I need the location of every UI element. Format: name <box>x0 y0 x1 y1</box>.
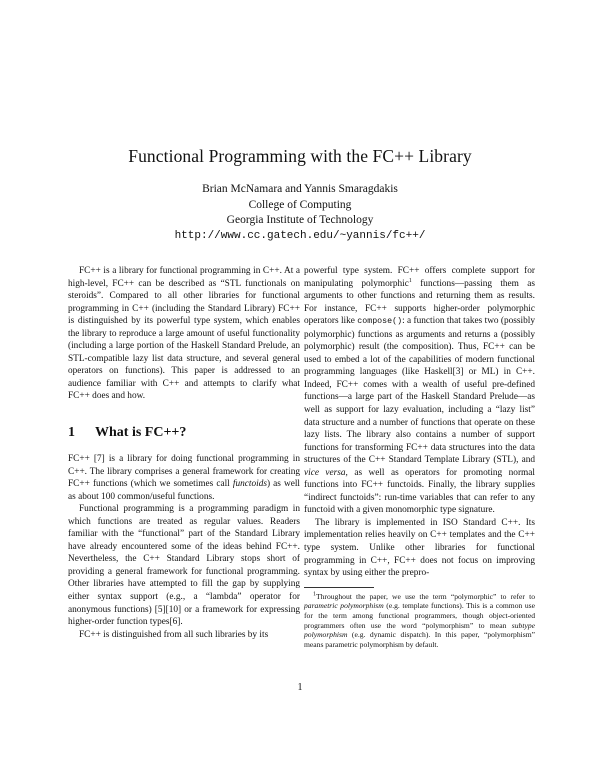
body-paragraph: powerful type system. FC++ offers complete support for manipulating polymorphic$^1$ functions—passing them as arguments to other functions and returning them as results. For instance, FC++ supports higher-order polymorphic operators like compose(): a function that takes two (possibly polymorphic) functions as arguments and returns a (possibly polymorphic) result (the composition). Thus, FC++ can be used to embed a lot of the capabilities of modern functional programming languages (like Haskell[3] or ML) in C++. Indeed, FC++ comes with a wealth of useful pre-defined functions—a large part of the Haskell Standard Prelude—as well as support for lazy evaluation, including a “lazy list” data structure and a number of functions that operate on these lazy lists. The library also contains a number of support functions for transforming FC++ data structures into the data structures of the C++ Standard Template Library (STL), and vice versa, as well as operators for promoting normal functions into FC++ functoids. Finally, the library supplies “indirect functoids”: run-time variables that can refer to any functoid with a given monomorphic type signature. <box>304 266 536 516</box>
author-block <box>0 182 600 244</box>
body-paragraph: Functional programming is a programming paradigm in which functions are treated as regular values. Readers familiar with the “functional” part of the Standard Library have already encountered some of the ideas behind FC++. Nevertheless, the C++ Standard Library stops short of providing a general framework for functional programming. Other libraries have attempted to fill the gap by supplying either syntax support (e.g., a “lambda” operator for anonymous functions) [5][10] or a framework for expressing higher-order function types[6]. <box>68 504 300 628</box>
footnote-divider <box>304 587 374 588</box>
emphasis-term: functoids <box>232 479 267 490</box>
emphasis-term: parametric polymorphism <box>304 601 384 611</box>
author-institution: Georgia Institute of Technology <box>226 214 374 226</box>
right-column <box>304 265 535 650</box>
paper-title: Functional Programming with the FC++ Library <box>128 146 472 166</box>
emphasis-term: subtype polymorphism <box>304 620 535 640</box>
footnote: $^1$Throughout the paper, we use the term “polymorphic” to refer to parametric polymorphism (e.g. template functions). This is a common use for the term among functional programmers, though object-oriented programmers often use the word “polymorphism” to mean subtype polymorphism (e.g. dynamic dispatch). In this paper, “polymorphism” means parametric polymorphism by default. <box>304 591 535 650</box>
left-column <box>68 265 300 641</box>
author-affiliation: College of Computing <box>248 198 352 211</box>
body-paragraph: The library is implemented in ISO Standard C++. Its implementation relies heavily on C++ templates and the C++ type system. Unlike other libraries for functional programming in C++, FC++ does not focus on improving syntax by using either the prepro- <box>304 517 535 579</box>
section-number: 1 <box>68 425 75 441</box>
inline-code: compose() <box>357 317 403 327</box>
page-number: 1 <box>297 682 303 693</box>
emphasis-term: vice versa <box>304 467 346 478</box>
abstract-paragraph: FC++ is a library for functional programming in C++. At a high-level, FC++ can be described as “STL functionals on steroids”. Compared to all other libraries for functional programming in C++ (including the Standard Library) FC++ is distinguished by its powerful type system, which enables the library to reproduce a large amount of useful functionality (including a large portion of the Haskell Standard Prelude, an STL-compatible lazy list data structure, and several general operators on functions). This paper is addressed to an audience familiar with C++ and attempts to clarify what FC++ does and how. <box>68 266 300 402</box>
footnote-marker: 1 <box>408 277 412 284</box>
author-names: Brian McNamara and Yannis Smaragdakis <box>202 183 398 195</box>
body-paragraph: FC++ [7] is a library for doing functional programming in C++. The library comprises a general framework for creating FC++ functions (which we sometimes call functoids) as well as about 100 common/useful functions. <box>68 454 301 502</box>
section-heading <box>68 425 300 441</box>
section-title: What is FC++? <box>95 425 187 441</box>
footnote-number: 1 <box>313 591 316 598</box>
author-url[interactable]: http://www.cc.gatech.edu/~yannis/fc++/ <box>174 229 426 242</box>
body-paragraph: FC++ is distinguished from all such libraries by its <box>79 629 269 640</box>
